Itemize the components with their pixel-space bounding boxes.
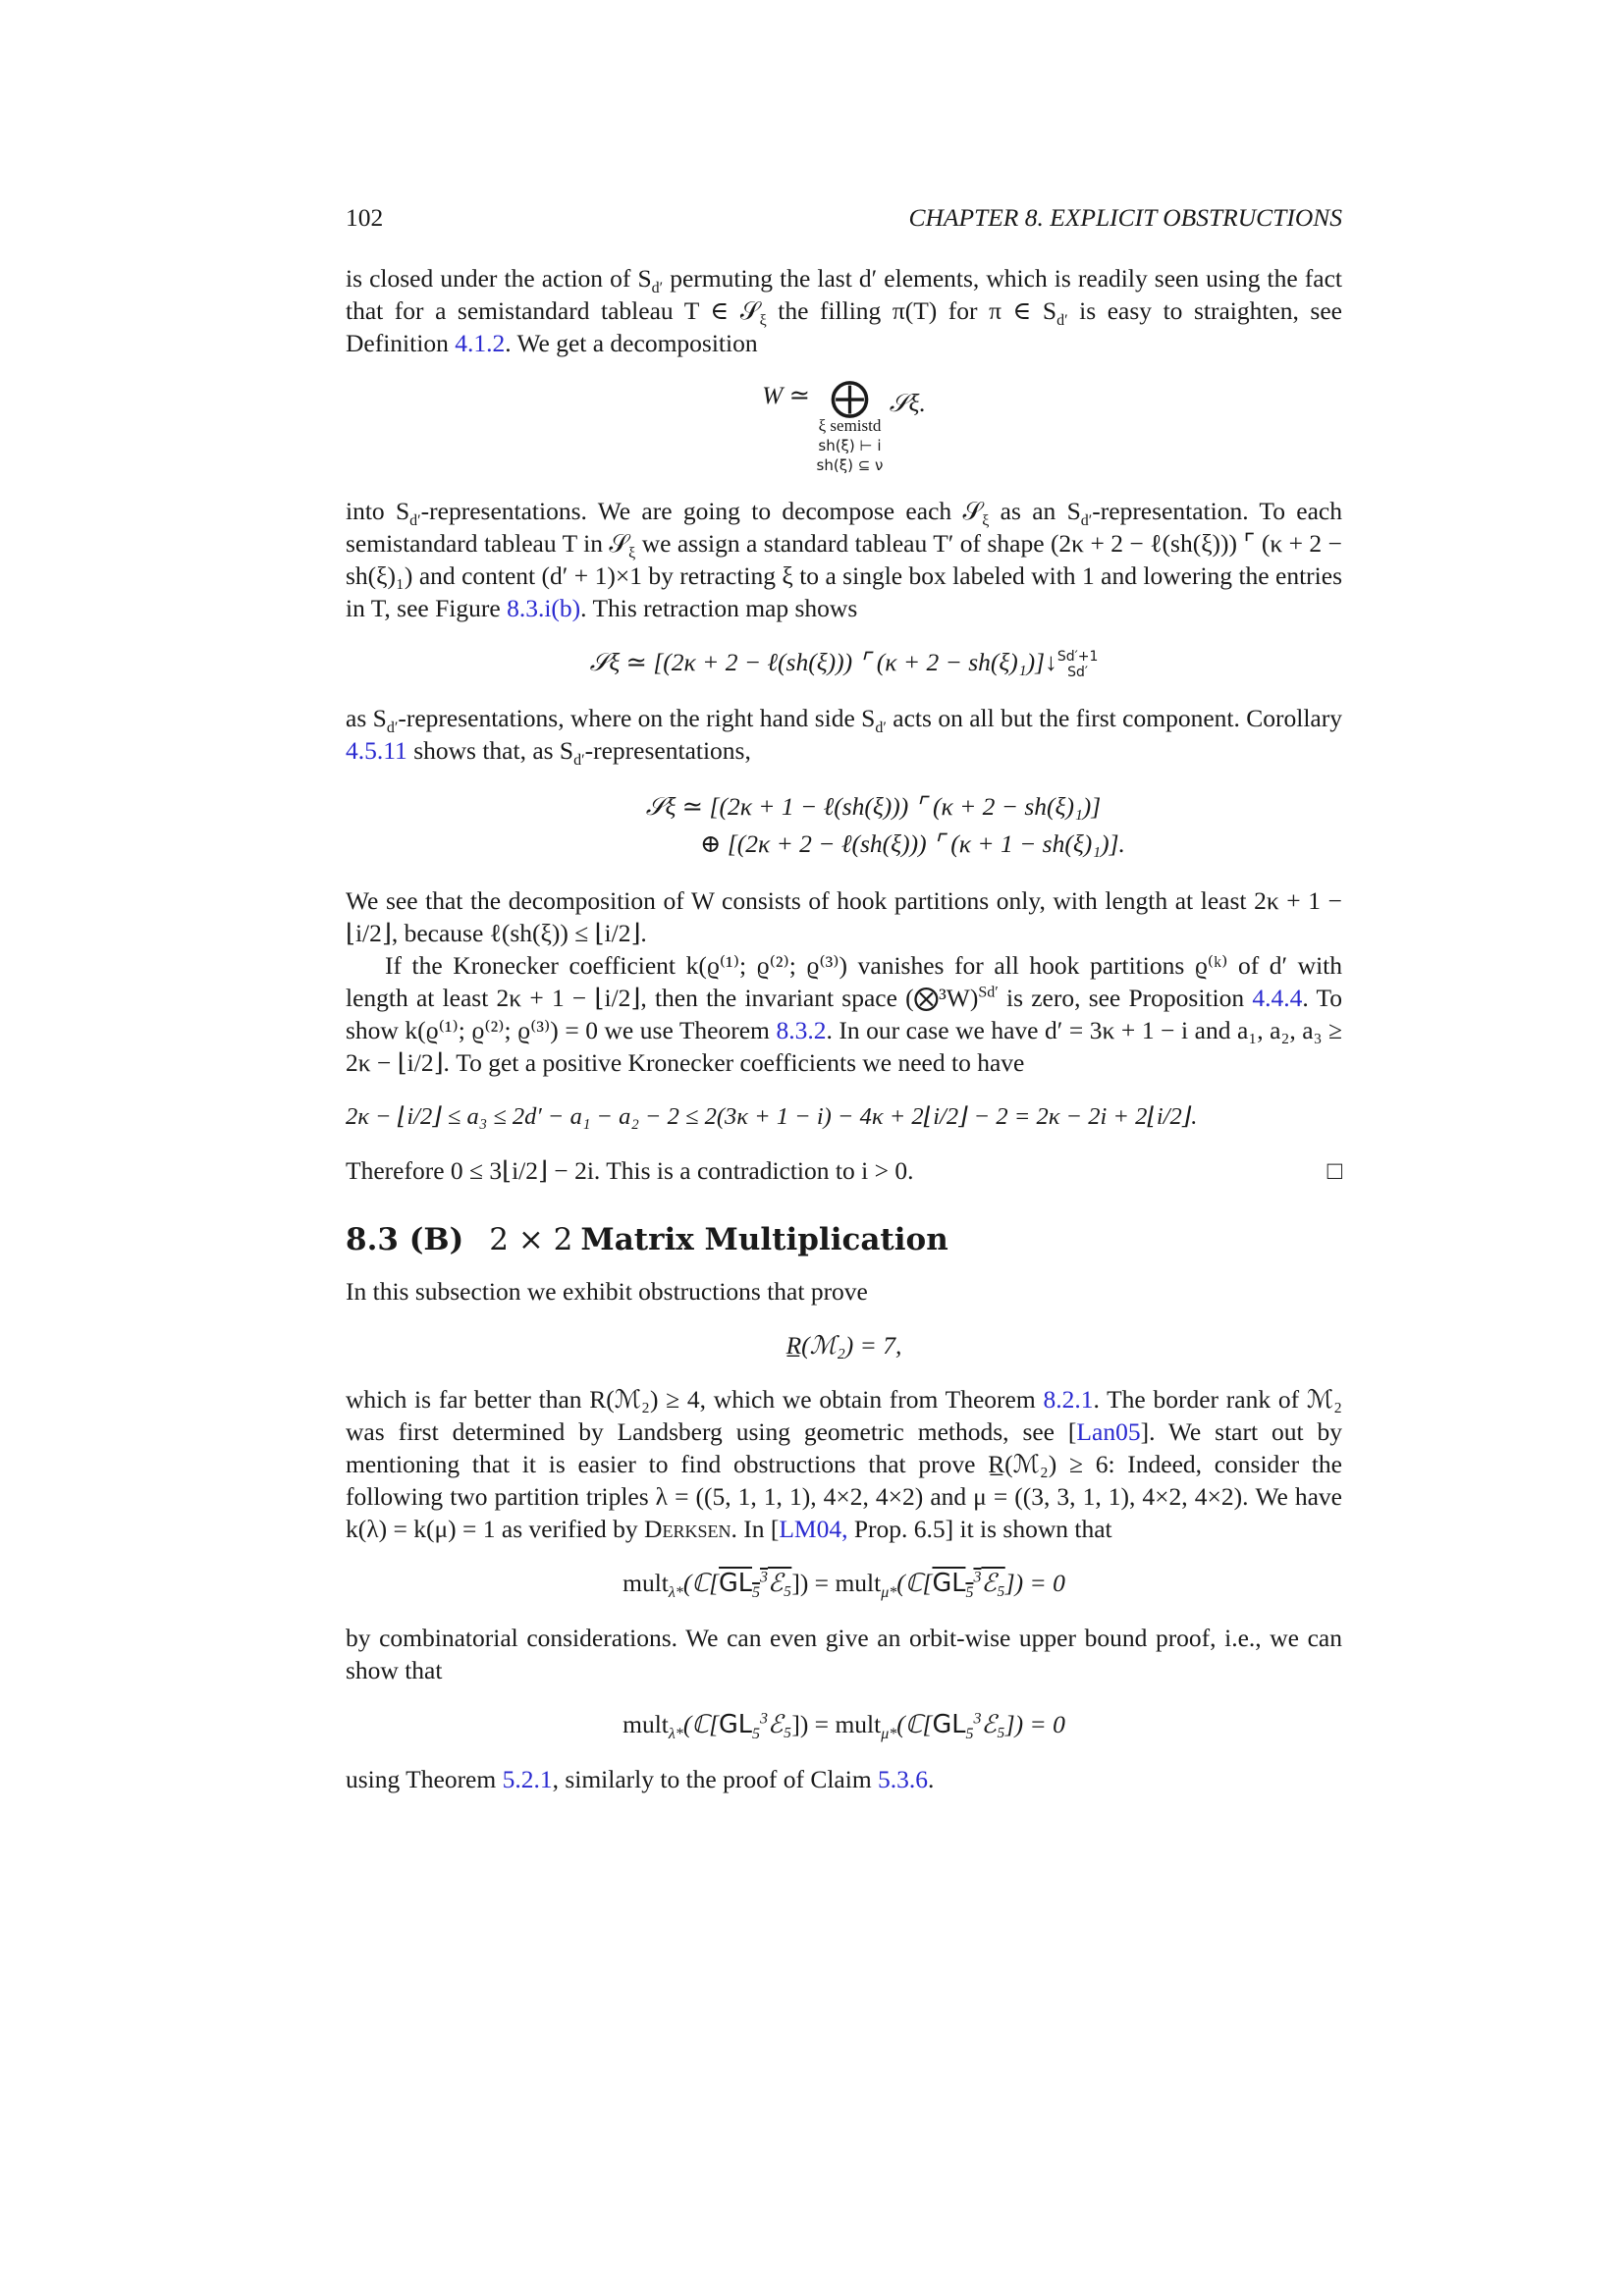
citation-link[interactable]: LM04,: [779, 1515, 848, 1544]
equation-border-rank: R̲(ℳ₂) = 7,: [785, 1331, 902, 1361]
paragraph: into $S_{d'}$-representations. We are going to decompose each 𝒮$_\xi$ as an $S_{d'}$-representation. To each semistandard tableau T in 𝒮$_\xi$ we assign a standard tableau T′ of shape (2κ + 2 − ℓ(sh(ξ))) ⌜ (κ + 2 − sh(ξ)₁) and content (d′ + 1)×1 by retracting ξ to a single box labeled with 1 and lowering the entries in T, see Figure 8.3.i(b). This retraction map shows: [346, 497, 1342, 623]
paragraph: In this subsection we exhibit obstructions that prove: [346, 1277, 868, 1307]
equation-multiplicity-orbit: $mult_{\lambda*}(ℂ[GL_5^3ℰ_5])$ = $mult_{\mu*}(ℂ[GL_5^3ℰ_5]) = 0$: [623, 1710, 1065, 1743]
equation-decomposition: W ≃ ⨁ ξ semistd sh(ξ) ⊢ i sh(ξ) ⊆ ν 𝒮ξ.: [762, 375, 926, 475]
paragraph: We see that the decomposition of W consists of hook partitions only, with length at least 2κ + 1 − ⌊i/2⌋, because ℓ(sh(ξ)) ≤ ⌊i/2⌋.: [346, 886, 1342, 948]
paragraph: using Theorem 5.2.1, similarly to the proof of Claim 5.3.6.: [346, 1765, 935, 1794]
chapter-title: CHAPTER 8. EXPLICIT OBSTRUCTIONS: [908, 203, 1342, 232]
corollary-link[interactable]: 4.5.11: [346, 736, 407, 766]
equation-corollary: 𝒮ξ ≃ [(2κ + 1 − ℓ(sh(ξ))) ⌜ (κ + 2 − sh(ξ)₁)] ⊕ [(2κ + 2 − ℓ(sh(ξ))) ⌜ (κ + 1 − sh(ξ)₁)].: [645, 792, 1125, 859]
theorem-link[interactable]: 5.2.1: [502, 1765, 553, 1794]
running-header: [346, 201, 1342, 240]
paragraph: If the Kronecker coefficient k(ϱ⁽¹⁾; ϱ⁽²⁾; ϱ⁽³⁾) vanishes for all hook partitions ϱ⁽ᵏ⁾ of d′ with length at least 2κ + 1 − ⌊i/2⌋, then the invariant space (⨂³W)$^{Sd'}$ is zero, see Proposition 4.4.4. To show k(ϱ⁽¹⁾; ϱ⁽²⁾; ϱ⁽³⁾) = 0 we use Theorem 8.3.2. In our case we have d′ = 3κ + 1 − i and a₁, a₂, a₃ ≥ 2κ − ⌊i/2⌋. To get a positive Kronecker coefficients we need to have: [346, 951, 1342, 1078]
page-content: [346, 201, 1342, 1795]
direct-sum-symbol: ⨁: [830, 375, 870, 420]
theorem-link[interactable]: 8.3.2: [776, 1016, 827, 1045]
page-number: 102: [346, 203, 384, 232]
qed-symbol: □: [1326, 1156, 1342, 1186]
proposition-link[interactable]: 4.4.4: [1252, 984, 1303, 1013]
section-heading: 8.3 (B) 2 × 2 Matrix Multiplication: [346, 1222, 948, 1258]
definition-link[interactable]: 4.1.2: [455, 329, 506, 357]
paragraph: which is far better than R(ℳ₂) ≥ 4, which we obtain from Theorem 8.2.1. The border rank of ℳ₂ was first determined by Landsberg using geometric methods, see [Lan05]. We start out by mentioning that it is easier to find obstructions that prove R̲(ℳ₂) ≥ 6: Indeed, consider the following two partition triples λ = ((5, 1, 1, 1), 4×2, 4×2) and μ = ((3, 3, 1, 1), 4×2, 4×2). We have k(λ) = k(μ) = 1 as verified by Derksen. In [LM04, Prop. 6.5] it is shown that: [346, 1385, 1342, 1544]
figure-link[interactable]: 8.3.i(b): [507, 594, 581, 623]
theorem-link[interactable]: 8.2.1: [1043, 1385, 1094, 1415]
paragraph: as $S_{d'}$-representations, where on the right hand side $S_{d'}$ acts on all but the first component. Corollary 4.5.11 shows that, as $S_{d'}$-representations,: [346, 704, 1342, 770]
author-name: Derksen: [644, 1515, 731, 1544]
citation-link[interactable]: Lan05: [1076, 1417, 1141, 1447]
paragraph: is closed under the action of $S_{d'}$ permuting the last d′ elements, which is readily seen using the fact that for a semistandard tableau T ∈ 𝒮$_\xi$ the filling π(T) for π ∈ $S_{d'}$ is easy to straighten, see Definition 4.1.2. We get a decomposition: [346, 264, 1342, 357]
equation-retraction: 𝒮ξ ≃ [(2κ + 2 − ℓ(sh(ξ))) ⌜ (κ + 2 − sh(ξ)₁)]↓ Sd′+1 Sd′: [589, 648, 1099, 681]
equation-multiplicity-closure: $mult_{\lambda*}(ℂ[GL_5^3ℰ_5])$ = $mult_{\mu*}(ℂ[GL_5^3ℰ_5]) = 0$: [623, 1569, 1065, 1602]
paragraph: Therefore 0 ≤ 3⌊i/2⌋ − 2i. This is a contradiction to i > 0. □: [346, 1156, 1342, 1186]
paragraph: by combinatorial considerations. We can even give an orbit-wise upper bound proof, i.e., we can show that: [346, 1624, 1342, 1685]
claim-link[interactable]: 5.3.6: [878, 1765, 929, 1794]
equation-inequality: 2κ − ⌊i/2⌋ ≤ a₃ ≤ 2d′ − a₁ − a₂ − 2 ≤ 2(3κ + 1 − i) − 4κ + 2⌊i/2⌋ − 2 = 2κ − 2i + 2⌊i/2⌋.: [346, 1103, 1198, 1131]
